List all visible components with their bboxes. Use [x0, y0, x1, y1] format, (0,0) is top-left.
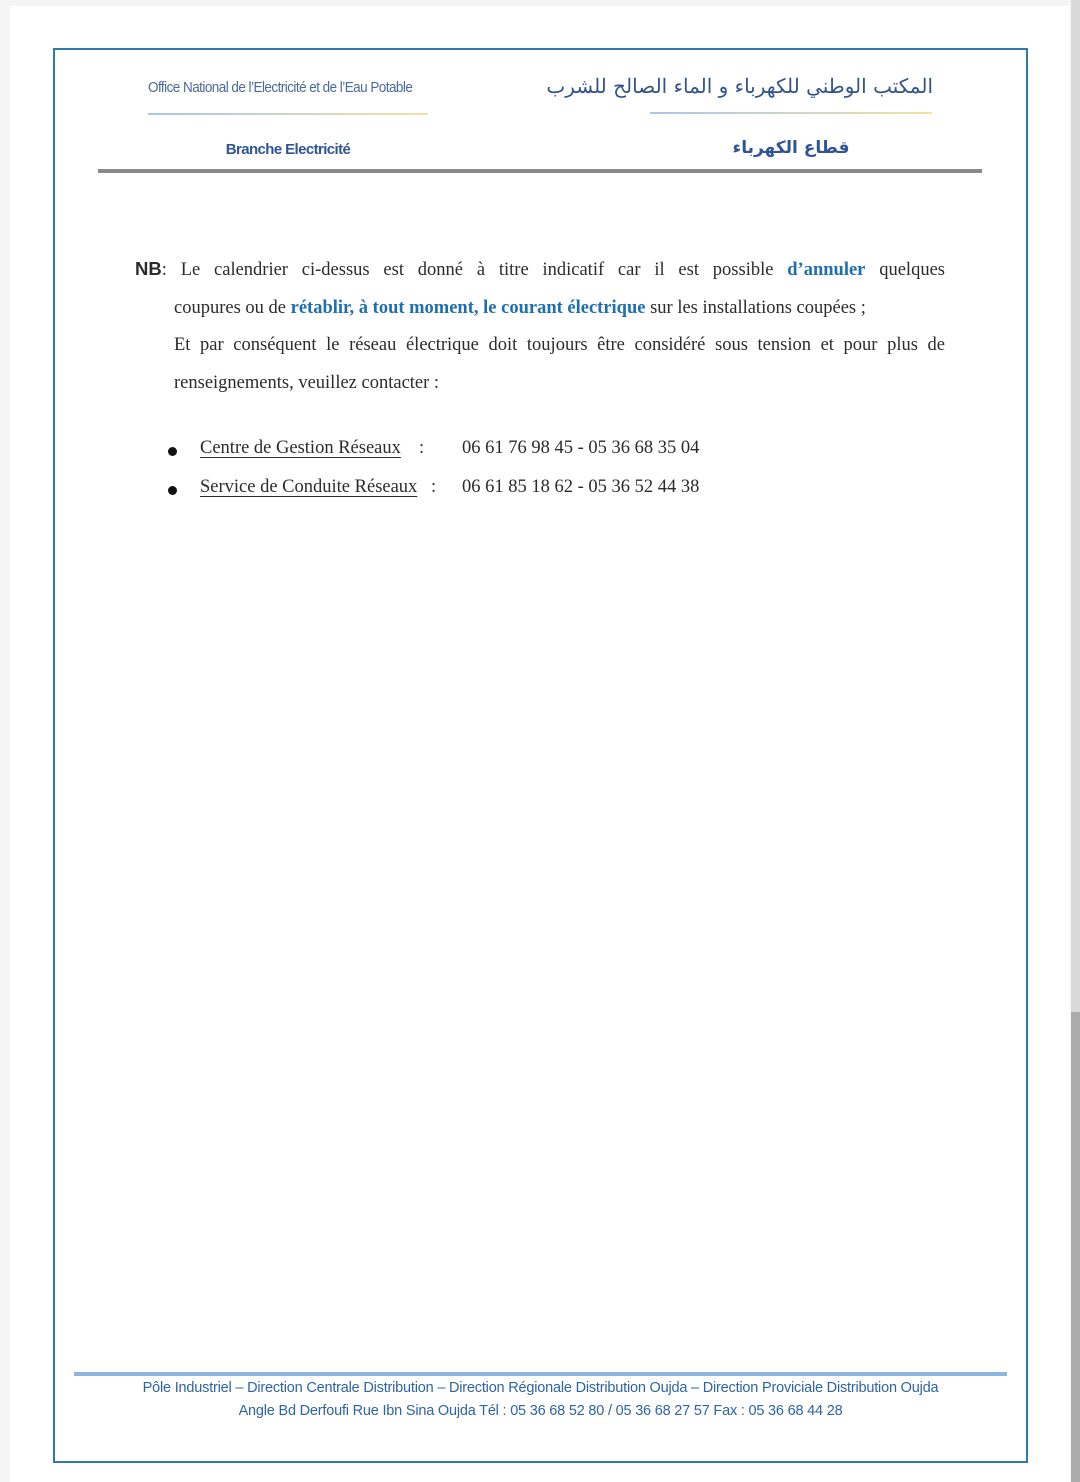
bullet-icon — [168, 486, 177, 495]
contact-item: Service de Conduite Réseaux : 06 61 85 18 62 - 05 36 52 44 38 — [168, 477, 868, 516]
footer-organization: Pôle Industriel – Direction Centrale Distribution – Direction Régionale Distribution Oujda – Direction Proviciale Distribution Oujda — [142, 1380, 939, 1396]
org-name-arabic: المكتب الوطني للكهرباء و الماء الصالح للشرب — [546, 74, 933, 98]
contact-name: Centre de Gestion Réseaux — [200, 438, 401, 458]
highlight-annuler: d’annuler — [787, 260, 866, 280]
notice-line-2: coupures ou de rétablir, à tout moment, le courant électrique sur les installations coupées ; — [174, 297, 866, 318]
notice-paragraph — [135, 250, 945, 402]
notice-line-1: NB: Le calendrier ci-dessus est donné à titre indicatif car il est possible d’annuler quelques — [135, 258, 945, 280]
highlight-retablir: rétablir, à tout moment, le courant électrique — [290, 297, 646, 318]
org-name-arabic-underline — [650, 112, 932, 114]
org-name-french: Office National de l’Electricité et de l’Eau Potable — [148, 79, 413, 96]
contact-list — [168, 438, 868, 516]
contact-phones: 06 61 76 98 45 - 05 36 68 35 04 — [462, 438, 700, 458]
scrollbar-thumb[interactable] — [1071, 1012, 1080, 1482]
contact-phones: 06 61 85 18 62 - 05 36 52 44 38 — [462, 477, 700, 497]
bullet-icon — [168, 447, 177, 456]
notice-line-3: Et par conséquent le réseau électrique doit toujours être considéré sous tension et pour plus de — [174, 335, 945, 355]
notice-line-4: renseignements, veuillez contacter : — [174, 372, 440, 393]
contact-name: Service de Conduite Réseaux — [200, 477, 418, 497]
org-name-french-underline — [148, 113, 428, 115]
footer-address: Angle Bd Derfoufi Rue Ibn Sina Oujda Tél : 05 36 68 52 80 / 05 36 68 27 57 Fax : 05 36 68 44 28 — [238, 1403, 843, 1419]
contact-item: Centre de Gestion Réseaux : 06 61 76 98 45 - 05 36 68 35 04 — [168, 438, 868, 477]
footer-divider — [74, 1372, 1007, 1376]
branch-name-french: Branche Electricité — [225, 141, 351, 158]
notice-label: NB — [135, 258, 162, 279]
branch-name-arabic: قطاع الكهرباء — [732, 138, 850, 158]
header-divider — [98, 169, 982, 173]
